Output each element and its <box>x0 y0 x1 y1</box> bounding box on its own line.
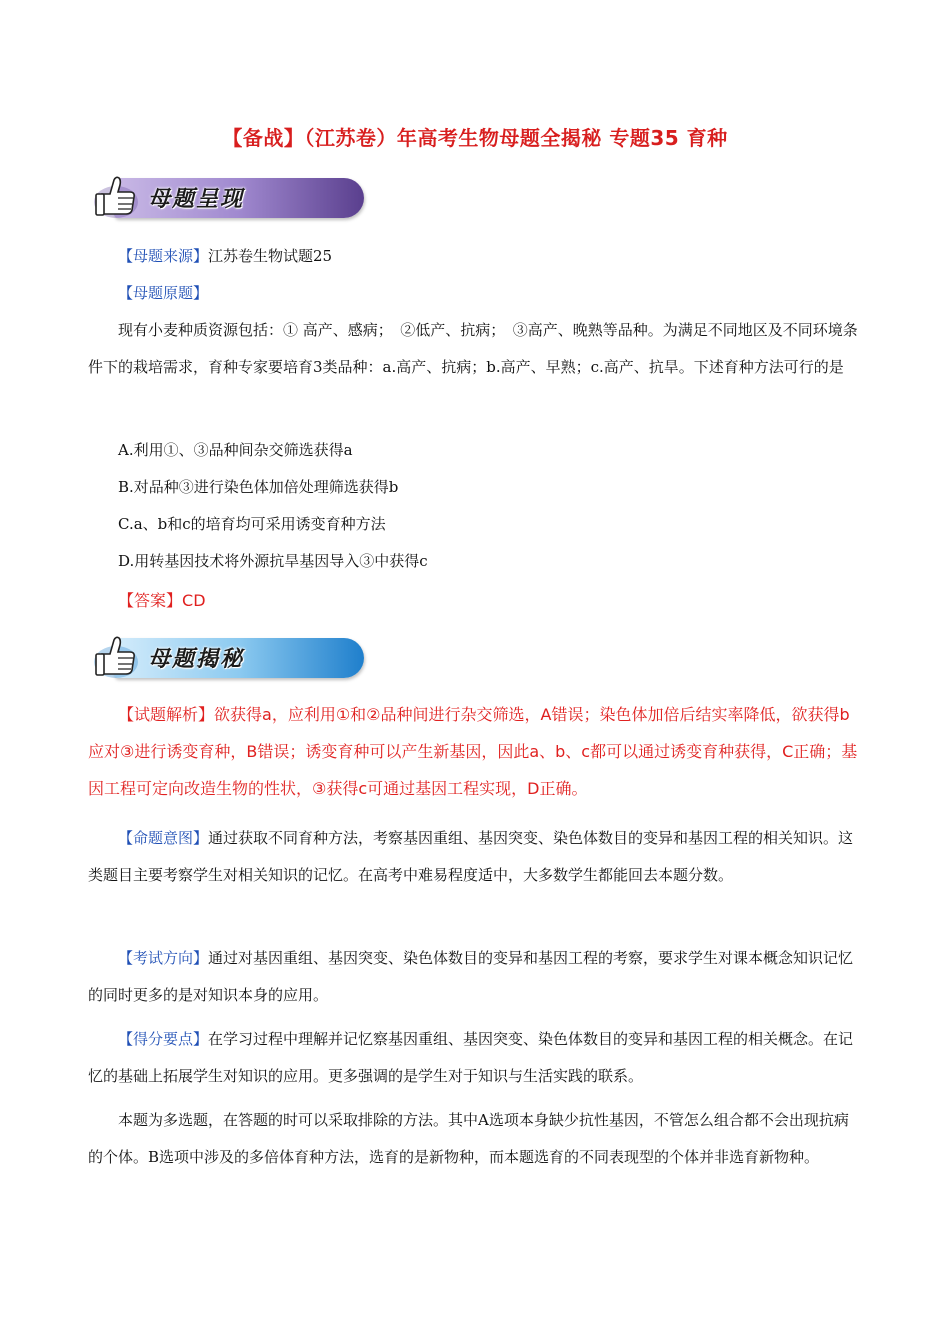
intent-tag: 【命题意图】 <box>118 829 209 847</box>
direction-paragraph <box>88 940 863 1014</box>
original-tag: 【母题原题】 <box>118 284 209 302</box>
points-text: 在学习过程中理解并记忆察基因重组、基因突变、染色体数目的变异和基因工程的相关概念。在记忆的基础上拓展学生对知识的应用。更多强调的是学生对于知识与生活实践的联系。 <box>88 1030 854 1085</box>
option-c: C.a、b和c的培育均可采用诱变育种方法 <box>118 515 386 533</box>
source-line <box>88 238 863 275</box>
direction-tag: 【考试方向】 <box>118 949 209 967</box>
section-banner-reveal <box>88 632 364 682</box>
source-text: 江苏卷生物试题25 <box>208 247 333 265</box>
analysis-tag: 【试题解析】 <box>118 705 215 724</box>
analysis-text: 欲获得a，应利用①和②品种间进行杂交筛选，A错误；染色体加倍后结实率降低，欲获得b应对③进行诱变育种，B错误；诱变育种可以产生新基因，因此a、b、c都可以通过诱变育种获得，C正确；基因工程可定向改造生物的性状，③获得c可通过基因工程实现，D正确。 <box>88 705 858 798</box>
analysis-paragraph <box>88 696 863 807</box>
option-d: D.用转基因技术将外源抗旱基因导入③中获得c <box>118 552 428 570</box>
original-line <box>88 275 863 312</box>
intent-paragraph <box>88 820 863 894</box>
option-a: A.利用①、③品种间杂交筛选获得a <box>118 441 353 459</box>
closing-paragraph: 本题为多选题，在答题的时可以采取排除的方法。其中A选项本身缺少抗性基因，不管怎么组合都不会出现抗病的个体。B选项中涉及的多倍体育种方法，选育的是新物种，而本题选育的不同表现型的个体并非选育新物种。 <box>88 1111 849 1166</box>
direction-text: 通过对基因重组、基因突变、染色体数目的变异和基因工程的考察，要求学生对课本概念知识记忆的同时更多的是对知识本身的应用。 <box>88 949 854 1004</box>
intent-text: 通过获取不同育种方法，考察基因重组、基因突变、染色体数目的变异和基因工程的相关知识。这类题目主要考察学生对相关知识的记忆。在高考中难易程度适中，大多数学生都能回去本题分数。 <box>88 829 854 884</box>
section-banner-present <box>88 172 364 222</box>
option-b: B.对品种③进行染色体加倍处理筛选获得b <box>118 478 399 496</box>
page-title: 【备战】（江苏卷）年高考生物母题全揭秘 专题35 育种 <box>222 126 728 150</box>
points-paragraph <box>88 1021 863 1095</box>
answer-line <box>88 582 863 620</box>
thumbs-up-icon <box>88 632 144 682</box>
points-tag: 【得分要点】 <box>118 1030 209 1048</box>
answer-text: CD <box>182 591 206 610</box>
question-text: 现有小麦种质资源包括：① 高产、感病； ②低产、抗病； ③高产、晚熟等品种。为满足不同地区及不同环境条件下的栽培需求，育种专家要培育3类品种：a.高产、抗病；b.高产、早熟；c.高产、抗旱。下述育种方法可行的是 <box>88 321 858 376</box>
banner-label: 母题呈现 <box>148 186 245 212</box>
source-tag: 【母题来源】 <box>118 247 209 265</box>
answer-tag: 【答案】 <box>118 591 183 610</box>
thumbs-up-icon <box>88 172 144 222</box>
banner-label: 母题揭秘 <box>148 646 245 672</box>
